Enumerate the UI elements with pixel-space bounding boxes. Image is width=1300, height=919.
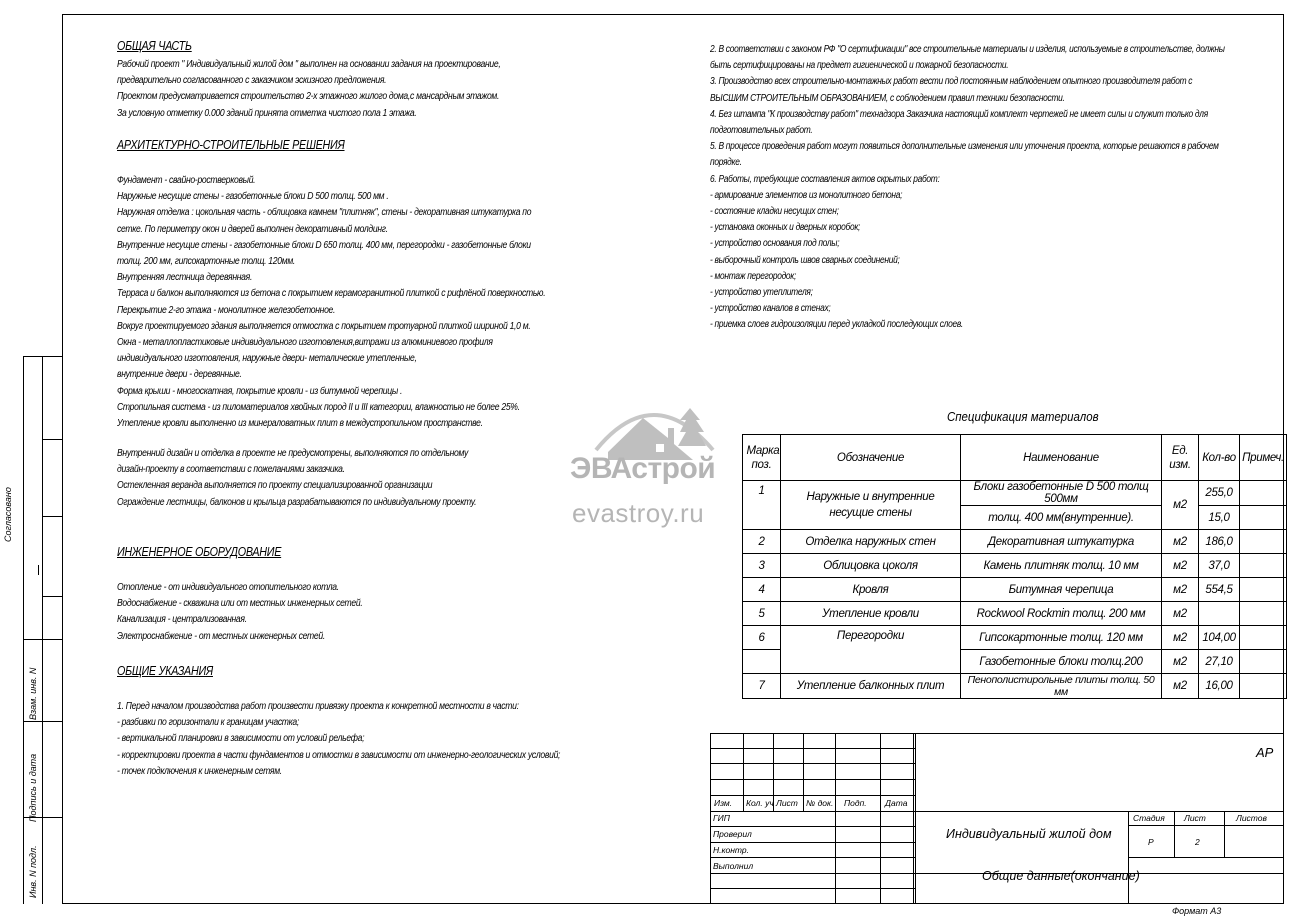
text-line: - армирование элементов из монолитного бетона;	[710, 189, 903, 201]
arch-text	[117, 173, 545, 432]
cell-notes	[1240, 506, 1287, 530]
cell-notes	[1240, 674, 1287, 699]
watermark-site: evastroy.ru	[572, 498, 705, 528]
text-line: - состояние кладки несущих стен;	[710, 206, 839, 218]
text-line: Внутренний дизайн и отделка в проекте не предусмотрены, выполняются по отдельному	[117, 448, 469, 459]
text-line: - вертикальной планировки в зависимости от условий рельефа;	[117, 733, 365, 745]
cell-notes	[1240, 481, 1287, 506]
eng-heading: ИНЖЕНЕРНОЕ ОБОРУДОВАНИЕ	[117, 545, 282, 559]
cell-pos: 1	[743, 481, 781, 530]
stamp-code: АР	[1256, 745, 1274, 760]
cell-qty: 37,0	[1199, 554, 1240, 578]
text-line: индивидуального изготовления, наружные двери- металические утепленные,	[117, 353, 417, 365]
general-text	[117, 57, 500, 122]
cell-qty: 27,10	[1199, 650, 1240, 674]
table-row	[743, 578, 1287, 602]
cell-name: Газобетонные блоки толщ.200	[961, 650, 1162, 674]
stamp-col-izm: Изм.	[714, 798, 733, 808]
text-line: - точек подключения к инженерным сетям.	[117, 765, 282, 777]
cell-designation: Отделка наружных стен	[781, 530, 961, 554]
text-line: Перекрытие 2-го этажа - монолитное железобетонное.	[117, 304, 336, 316]
cell-name: толщ. 400 мм(внутренние).	[961, 506, 1162, 530]
text-line: Внутренняя лестница деревянная.	[117, 272, 253, 284]
table-header-row	[743, 435, 1287, 481]
cell-name: Пенополистирольные плиты толщ. 50 мм	[961, 674, 1162, 699]
text-line: Внутренние несущие стены - газобетонные блоки D 650 толщ. 400 мм, перегородки - газобетонные блоки	[117, 239, 531, 251]
cell-qty: 16,00	[1199, 674, 1240, 699]
notes-text	[117, 699, 560, 780]
cell-designation: Облицовка цоколя	[781, 554, 961, 578]
cell-unit: м2	[1162, 674, 1199, 699]
text-line: ВЫСШИМ СТРОИТЕЛЬНЫМ ОБРАЗОВАНИЕМ, с соблюдением правил техники безопасности.	[710, 92, 1065, 104]
text-line: Форма крыши - многоскатная, покрытие кровли - из битумной черепицы .	[117, 385, 403, 397]
text-line: сетке. По периметру окон и дверей выполнен декоративный молдинг.	[117, 223, 388, 235]
text-line: быть сертифицированы на предмет гигиенической и пожарной безопасности.	[710, 60, 1009, 72]
stamp-sheets-label: Листов	[1236, 813, 1267, 823]
watermark-logo	[568, 390, 738, 535]
cell-pos: 4	[743, 578, 781, 602]
text-line: Отопление - от индивидуального отопительного котла.	[117, 582, 339, 593]
cell-designation: Перегородки	[781, 626, 961, 674]
text-line: Фундамент - свайно-ростверковый.	[117, 175, 256, 186]
inv-replace-label: Взам. инв. N	[28, 667, 38, 720]
cell-name: Rockwool Rockmin толщ. 200 мм	[961, 602, 1162, 626]
eng-text	[117, 580, 362, 645]
arch-text-2	[117, 446, 476, 511]
stamp-stage-label: Стадия	[1133, 813, 1165, 823]
text-line: 1. Перед началом производства работ произвести привязку проекта к конкретной местности в части:	[117, 701, 519, 712]
col-header-qty: Кол-во	[1199, 435, 1240, 481]
text-line: - приемка слоев гидроизоляции перед укладкой последующих слоев.	[710, 319, 963, 331]
table-row	[743, 554, 1287, 578]
text-line: - устройство утеплителя;	[710, 287, 813, 299]
stamp-col-date: Дата	[885, 798, 908, 808]
stamp-project: Индивидуальный жилой дом	[946, 827, 1112, 841]
cell-name: Декоративная штукатурка	[961, 530, 1162, 554]
col-header-pos: Марка поз.	[743, 435, 781, 481]
cell-pos: 6	[743, 626, 781, 650]
cell-unit: м2	[1162, 626, 1199, 650]
text-line: 4. Без штампа "К производству работ" технадзора Заказчика настоящий комплект чертежей не имеет силы и служит только для	[710, 108, 1208, 120]
stamp-sheet-title: Общие данные(окончание)	[982, 869, 1140, 883]
text-line: - установка оконных и дверных коробок;	[710, 222, 861, 234]
text-line: предварительно согласованного с заказчиком эскизного предложения.	[117, 75, 387, 87]
cell-designation: Утепление балконных плит	[781, 674, 961, 699]
text-line: Остекленная веранда выполняется по проекту специализированной организации	[117, 480, 433, 492]
text-line: Терраса и балкон выполняются из бетона с покрытием керамогранитной плиткой с рифлёной поверхностью.	[117, 288, 546, 300]
cell-name: Гипсокартонные толщ. 120 мм	[961, 626, 1162, 650]
general-heading: ОБЩАЯ ЧАСТЬ	[117, 39, 192, 53]
text-line: - устройство основания под полы;	[710, 238, 840, 250]
cell-notes	[1240, 650, 1287, 674]
text-line: Окна - металлопластиковые индивидуального изготовления,витражи из алюминиевого профиля	[117, 337, 493, 349]
text-line: внутренние двери - деревянные.	[117, 369, 242, 381]
cell-unit: м2	[1162, 650, 1199, 674]
text-line: Наружные несущие стены - газобетонные блоки D 500 толщ. 500 мм .	[117, 191, 389, 203]
arch-heading: АРХИТЕКТУРНО-СТРОИТЕЛЬНЫЕ РЕШЕНИЯ	[117, 138, 345, 152]
text-line: Вокруг проектируемого здания выполняется отмостка с покрытием тротуарной плиткой шириной 1,0 м.	[117, 320, 531, 332]
sign-date-label: Подпись и дата	[28, 753, 38, 822]
table-row	[743, 530, 1287, 554]
text-line: Канализация - централизованная.	[117, 614, 247, 626]
agreed-label: Согласовано	[3, 487, 13, 542]
cell-qty	[1199, 602, 1240, 626]
text-line: 2. В соответствии с законом РФ "О сертификации" все строительные материалы и изделия, используемые в строительстве, должны	[710, 44, 1225, 55]
text-line: Утепление кровли выполненно из минераловатных плит в междустропильном пространстве.	[117, 418, 483, 430]
cell-qty: 554,5	[1199, 578, 1240, 602]
table-row	[743, 626, 1287, 650]
watermark-brand: ЭВАстрой	[570, 452, 716, 485]
cell-qty: 15,0	[1199, 506, 1240, 530]
cell-pos: 2	[743, 530, 781, 554]
format-label: Формат А3	[1172, 906, 1222, 916]
text-line: Стропильная система - из пиломатериалов хвойных пород II и III категории, влажностью не более 25%.	[117, 401, 520, 413]
stamp-role-ncontrol: Н.контр.	[713, 845, 749, 855]
stamp-role-done: Выполнил	[713, 861, 754, 871]
cell-pos: 5	[743, 602, 781, 626]
cell-unit: м2	[1162, 481, 1199, 530]
cell-unit: м2	[1162, 578, 1199, 602]
text-line: толщ. 200 мм, гипсокартонные толщ. 120мм.	[117, 256, 296, 268]
cell-unit: м2	[1162, 530, 1199, 554]
text-line: порядке.	[710, 157, 742, 169]
notes-right-text	[710, 42, 1225, 334]
cell-notes	[1240, 578, 1287, 602]
cell-name: Битумная черепица	[961, 578, 1162, 602]
stamp-role-checked: Проверил	[713, 829, 752, 839]
text-line: - выборочный контроль швов сварных соединений;	[710, 254, 900, 266]
stamp-col-list: Лист	[776, 798, 798, 808]
stamp-sheet-label: Лист	[1184, 813, 1206, 823]
side-mark	[38, 565, 39, 575]
cell-name: Блоки газобетонные D 500 толщ 500мм	[961, 481, 1162, 506]
table-row	[743, 674, 1287, 699]
text-line: - корректировки проекта в части фундаментов и отмостки в зависимости от инженерно-геологических условий;	[117, 749, 561, 761]
text-line: - разбивки по горизонтали к границам участка;	[117, 717, 300, 729]
cell-qty: 255,0	[1199, 481, 1240, 506]
inv-orig-label: Инв. N подл.	[28, 845, 38, 898]
text-line: 3. Производство всех строительно-монтажных работ вести под постоянным наблюдением опытного производителя работ с	[710, 76, 1193, 88]
col-header-name: Наименование	[961, 435, 1162, 481]
cell-notes	[1240, 626, 1287, 650]
col-header-unit: Ед. изм.	[1162, 435, 1199, 481]
cell-designation: Кровля	[781, 578, 961, 602]
text-line: Наружная отделка : цокольная часть - облицовка камнем "плитняк", стены - декоративная штукатурка по	[117, 207, 532, 219]
stamp-stage-value: Р	[1148, 837, 1154, 847]
cell-pos: 3	[743, 554, 781, 578]
cell-notes	[1240, 530, 1287, 554]
cell-notes	[1240, 602, 1287, 626]
cell-name: Камень плитняк толщ. 10 мм	[961, 554, 1162, 578]
table-row	[743, 481, 1287, 506]
stamp-role-gip: ГИП	[713, 813, 730, 823]
spec-table	[742, 434, 1287, 699]
table-row	[743, 602, 1287, 626]
text-line: Проектом предусматривается строительство 2-х этажного жилого дома,с мансардным этажом.	[117, 91, 500, 103]
stamp-col-sign: Подп.	[844, 798, 867, 808]
notes-heading: ОБЩИЕ УКАЗАНИЯ	[117, 664, 213, 678]
text-line: Электроснабжение - от местных инженерных сетей.	[117, 630, 325, 642]
cell-qty: 104,00	[1199, 626, 1240, 650]
text-line: подготовительных работ.	[710, 125, 813, 137]
text-line: Рабочий проект " Индивидуальный жилой дом " выполнен на основании задания на проектирование,	[117, 59, 501, 70]
title-block	[710, 733, 1284, 904]
col-header-designation: Обозначение	[781, 435, 961, 481]
stamp-col-doc: № док.	[806, 798, 834, 808]
stamp-col-kol: Кол. уч	[746, 798, 774, 808]
cell-qty: 186,0	[1199, 530, 1240, 554]
cell-notes	[1240, 554, 1287, 578]
stamp-sheet-value: 2	[1195, 837, 1200, 847]
text-line: 5. В процессе проведения работ могут появиться дополнительные изменения или уточнения проекта, которые решаются в рабочем	[710, 141, 1219, 153]
text-line: Ограждение лестницы, балконов и крыльца разрабатываются по индивидуальному проекту.	[117, 496, 477, 508]
cell-unit: м2	[1162, 602, 1199, 626]
cell-unit: м2	[1162, 554, 1199, 578]
text-line: - устройство каналов в стенах;	[710, 303, 831, 315]
spec-title: Спецификация материалов	[947, 409, 1099, 424]
text-line: - монтаж перегородок;	[710, 270, 797, 282]
text-line: 6. Работы, требующие составления актов скрытых работ:	[710, 173, 940, 185]
text-line: дизайн-проекту в соответствии с пожеланиями заказчика.	[117, 464, 345, 476]
cell-pos: 7	[743, 674, 781, 699]
cell-designation: Утепление кровли	[781, 602, 961, 626]
text-line: За условную отметку 0.000 зданий принята отметка чистого пола 1 этажа.	[117, 107, 417, 119]
col-header-notes: Примеч.	[1240, 435, 1287, 481]
cell-designation: Наружные и внутренние несущие стены	[781, 481, 961, 530]
cell-pos	[743, 650, 781, 674]
text-line: Водоснабжение - скважина или от местных инженерных сетей.	[117, 598, 363, 610]
